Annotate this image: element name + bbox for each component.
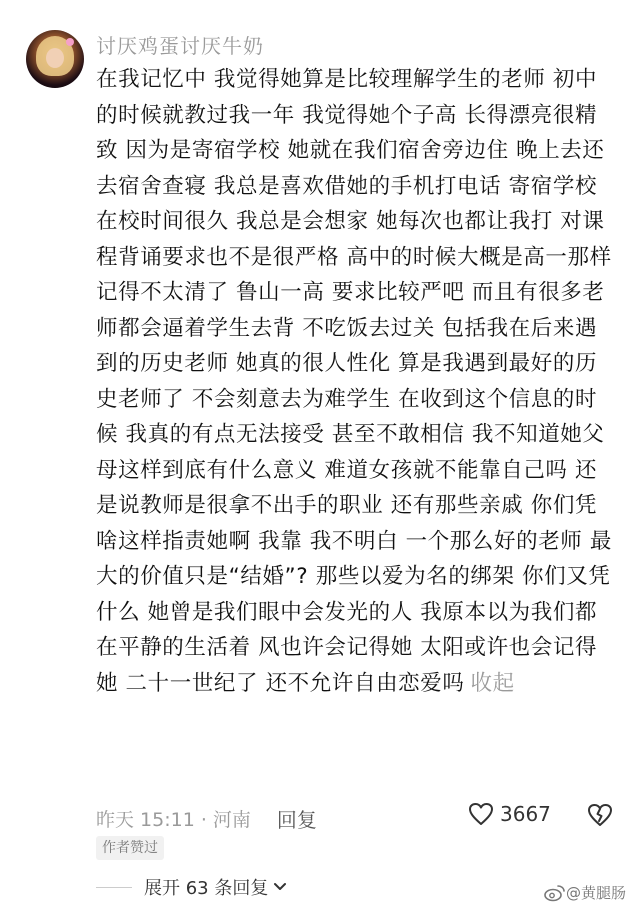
comment-meta [96,798,626,838]
heart-outline-icon [468,802,494,826]
watermark [544,882,626,903]
avatar-face [46,48,64,68]
username[interactable]: 讨厌鸡蛋讨厌牛奶 [96,34,264,58]
dislike-button[interactable] [586,802,614,833]
collapse-link[interactable]: 收起 [470,670,515,696]
author-liked-badge: 作者赞过 [96,836,164,860]
expand-replies-label: 展开 63 条回复 [144,878,269,899]
like-button[interactable] [468,802,551,826]
avatar[interactable] [26,30,84,88]
weibo-logo-icon [544,884,566,902]
comment-body: 在我记忆中 我觉得她算是比较理解学生的老师 初中的时候就教过我一年 我觉得她个子高 长得漂亮很精致 因为是寄宿学校 她就在我们宿舍旁边住 晚上去还去宿舍查寝 我总是喜欢借她的手机打电话 寄宿学校在校时间很久 我总是会想家 她每次也都让我打 对课程背诵要求也不是很严格 高中的时候大概是高一那样记得不太清了 鲁山一高 要求比较严吧 而且有很多老师都会逼着学生去背 不吃饭去过关 包括我在后来遇到的历史老师 她真的很人性化 算是我遇到最好的历史老师了 不会刻意去为难学生 在收到这个信息的时候 我真的有点无法接受 甚至不敢相信 我不知道她父母这样到底有什么意义 难道女孩就不能靠自己吗 还是说教师是很拿不出手的职业 还有那些亲戚 你们凭啥这样指责她啊 我靠 我不明白 一个那么好的老师 最大的价值只是“结婚”? 那些以爱为名的绑架 你们又凭什么 她曾是我们眼中会发光的人 我原本以为我们都在平静的生活着 风也许会记得她 太阳或许也会记得她 二十一世纪了 还不允许自由恋爱吗 [96,67,612,696]
watermark-text: @黄腿肠 [565,884,626,902]
chevron-down-icon [272,881,288,893]
time-location: 昨天 15:11 · 河南 [96,808,251,831]
expand-replies[interactable] [96,874,288,900]
broken-heart-icon [586,802,614,828]
avatar-highlight [66,38,74,46]
like-count: 3667 [500,802,551,826]
reply-button[interactable]: 回复 [276,807,317,832]
divider [96,887,132,888]
comment-text [96,62,618,701]
